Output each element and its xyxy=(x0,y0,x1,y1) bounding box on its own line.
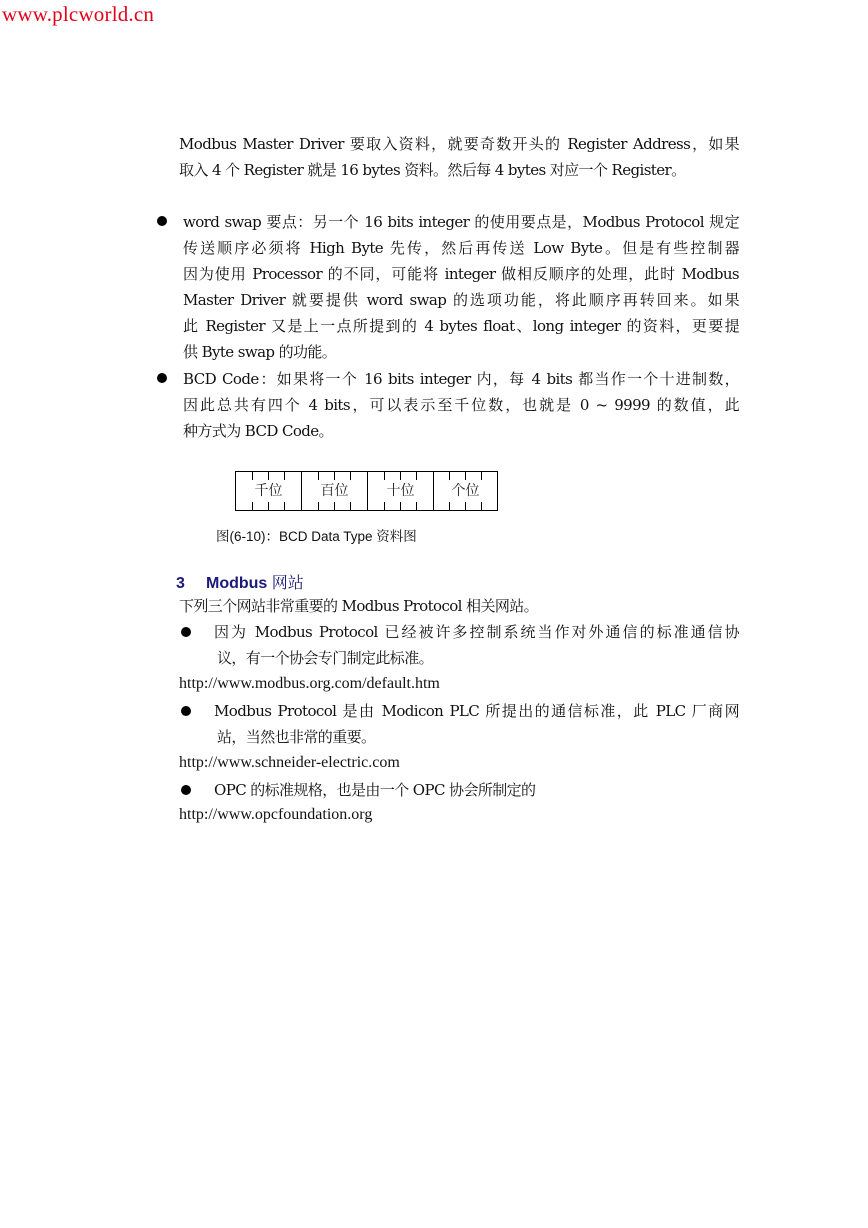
site-item-opc-text xyxy=(214,777,739,803)
bit-tick xyxy=(318,472,319,480)
bcd-cell-hundreds: 百位 xyxy=(320,483,349,499)
intro-line-1: Modbus Master Driver 要取入资料，就要奇数开头的 Register Address，如果 xyxy=(179,135,739,153)
section-heading xyxy=(176,570,304,593)
site-2-line-1: Modbus Protocol 是由 Modicon PLC 所提出的通信标准，此 PLC 厂商网 xyxy=(214,702,739,720)
bullet-dot-icon xyxy=(181,627,191,637)
figure-caption: 图(6-10)：BCD Data Type 资料图 xyxy=(216,529,417,544)
bullet-dot-icon xyxy=(181,785,191,795)
section-title-cjk: 网站 xyxy=(271,573,304,592)
schneider-electric-link[interactable]: http://www.schneider-electric.com xyxy=(179,754,400,771)
watermark-url: www.plcworld.cn xyxy=(2,2,155,26)
bullet-dot-icon xyxy=(157,373,167,383)
section-intro xyxy=(179,593,759,619)
bit-tick xyxy=(334,502,335,510)
bit-tick xyxy=(416,502,417,510)
bit-tick xyxy=(481,472,482,480)
bit-tick xyxy=(284,502,285,510)
word-swap-line-5: 此 Register 又是上一点所提到的 4 bytes float、long integer 的资料，更要提 xyxy=(183,317,739,335)
bit-tick xyxy=(449,472,450,480)
opcfoundation-link[interactable]: http://www.opcfoundation.org xyxy=(179,806,373,823)
bit-tick xyxy=(268,502,269,510)
bit-tick xyxy=(400,502,401,510)
bullet-dot-icon xyxy=(181,706,191,716)
section-number: 3 xyxy=(176,575,185,592)
bit-tick xyxy=(384,502,385,510)
word-swap-line-4: Master Driver 就要提供 word swap 的选项功能，将此顺序再转回来。如果 xyxy=(183,291,739,309)
bcd-line-1: BCD Code：如果将一个 16 bits integer 内，每 4 bits 都当作一个十进制数， xyxy=(183,370,739,388)
word-swap-line-6: 供 Byte swap 的功能。 xyxy=(183,343,337,361)
bit-tick xyxy=(416,472,417,480)
section-intro-line: 下列三个网站非常重要的 Modbus Protocol 相关网站。 xyxy=(179,597,539,615)
bcd-data-type-figure xyxy=(235,471,498,511)
bit-tick xyxy=(465,502,466,510)
intro-line-2: 取入 4 个 Register 就是 16 bytes 资料。然后每 4 bytes 对应一个 Register。 xyxy=(179,161,686,179)
bit-tick xyxy=(384,472,385,480)
bit-tick xyxy=(481,502,482,510)
bcd-code-text xyxy=(183,366,739,444)
site-item-schneider-text xyxy=(214,698,739,750)
intro-paragraph xyxy=(179,131,739,183)
site-2-line-2: 站，当然也非常的重要。 xyxy=(217,728,376,746)
bit-tick xyxy=(252,472,253,480)
word-swap-line-3: 因为使用 Processor 的不同，可能将 integer 做相反顺序的处理，此时 Modbus xyxy=(183,265,739,283)
bit-tick xyxy=(350,502,351,510)
bcd-cell-thousands: 千位 xyxy=(254,483,283,499)
word-swap-text xyxy=(183,209,739,365)
modbus-org-link[interactable]: http://www.modbus.org.com/default.htm xyxy=(179,675,440,692)
bit-tick xyxy=(252,502,253,510)
bit-tick xyxy=(334,472,335,480)
bit-tick xyxy=(318,502,319,510)
bcd-cell-ones: 个位 xyxy=(451,483,480,499)
site-3-line-1: OPC 的标准规格，也是由一个 OPC 协会所制定的 xyxy=(214,781,536,799)
bit-tick xyxy=(350,472,351,480)
bit-tick xyxy=(268,472,269,480)
bit-tick xyxy=(449,502,450,510)
bit-tick xyxy=(284,472,285,480)
site-1-line-2: 议，有一个协会专门制定此标准。 xyxy=(217,649,434,667)
word-swap-line-2: 传送顺序必须将 High Byte 先传，然后再传送 Low Byte。但是有些控制器 xyxy=(183,239,739,257)
site-1-line-1: 因为 Modbus Protocol 已经被许多控制系统当作对外通信的标准通信协 xyxy=(214,623,739,641)
section-title-latin: Modbus xyxy=(206,575,268,592)
site-item-modbus-text xyxy=(214,619,739,671)
bullet-dot-icon xyxy=(157,216,167,226)
bcd-line-3: 种方式为 BCD Code。 xyxy=(183,422,333,440)
bit-tick xyxy=(465,472,466,480)
word-swap-line-1: word swap 要点：另一个 16 bits integer 的使用要点是，Modbus Protocol 规定 xyxy=(183,213,739,231)
bcd-line-2: 因此总共有四个 4 bits，可以表示至千位数，也就是 0 ~ 9999 的数值，此 xyxy=(183,396,739,414)
bcd-cell-tens: 十位 xyxy=(386,483,415,499)
bit-tick xyxy=(400,472,401,480)
